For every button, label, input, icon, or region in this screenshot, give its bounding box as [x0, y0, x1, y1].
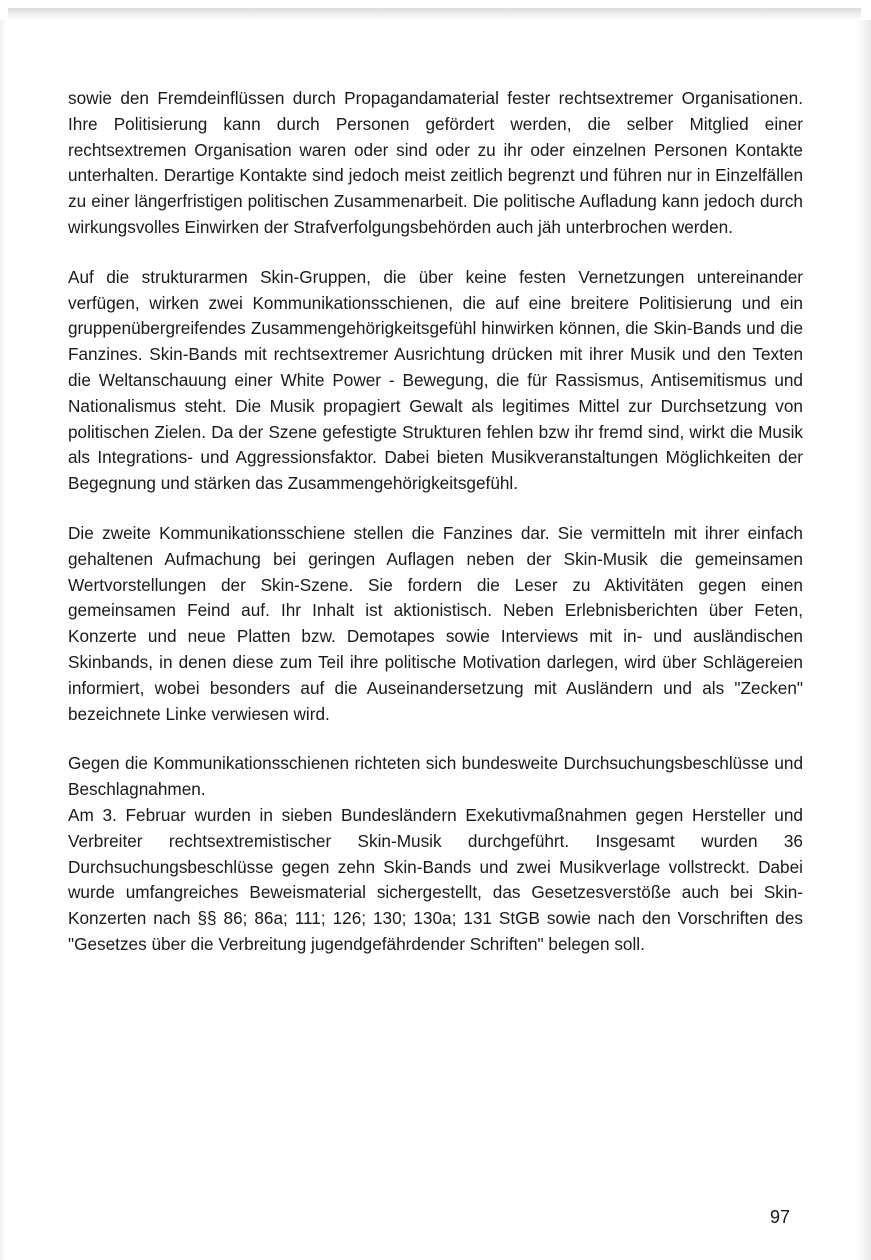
- scan-shadow-top: [8, 8, 861, 20]
- scan-shadow-left: [0, 20, 6, 1260]
- paragraph-search-warrants: Gegen die Kommunikationsschienen richteten sich bundesweite Durchsuchungsbeschlüsse und Beschlagnahmen.: [68, 753, 803, 800]
- page-number: 97: [770, 1207, 791, 1227]
- scan-shadow-right: [857, 20, 871, 1260]
- paragraph-fanzines: Die zweite Kommunikationsschiene stellen die Fanzines dar. Sie vermitteln mit ihrer einfach gehaltenen Aufmachung bei geringen Auflagen neben der Skin-Musik die gemeinsamen Wertvorstellungen der Skin-Szene. Sie fordern die Leser zu Aktivitäten gegen einen gemeinsamen Feind auf. Ihr Inhalt ist aktionistisch. Neben Erlebnisberichten über Feten, Konzerte und neue Platten bzw. Demotapes sowie Interviews mit in- und ausländischen Skinbands, in denen diese zum Teil ihre politische Motivation darlegen, wird über Schlägereien informiert, wobei besonders auf die Auseinandersetzung mit Ausländern und als "Zecken" bezeichnete Linke verwiesen wird.: [68, 522, 803, 724]
- paragraph-february-raids: Am 3. Februar wurden in sieben Bundesländern Exekutivmaßnahmen gegen Hersteller und Verbreiter rechtsextremistischer Skin-Musik durchgeführt. Insgesamt wurden 36 Durchsuchungsbeschlüsse gegen zehn Skin-Bands und zwei Musikverlage vollstreckt. Dabei wurde umfangreiches Beweismaterial sichergestellt, das Gesetzesverstöße auch bei Skin-Konzerten nach §§ 86; 86a; 111; 126; 130; 130a; 131 StGB sowie nach den Vorschriften des "Gesetzes über die Verbreitung jugendgefährdender Schriften" belegen soll.: [68, 804, 803, 954]
- paragraph-propaganda-influence: sowie den Fremdeinflüssen durch Propagandamaterial fester rechtsextremer Organisationen. Ihre Politisierung kann durch Personen gefördert werden, die selber Mitglied einer rechtsextremen Organisation waren oder sind oder zu ihr oder einzelnen Personen Kontakte unterhalten. Derartige Kontakte sind jedoch meist zeitlich begrenzt und führen nur in Einzelfällen zu einer längerfristigen politischen Zusammenarbeit. Die politische Aufladung kann jedoch durch wirkungsvolles Einwirken der Strafverfolgungsbehörden auch jäh unterbrochen werden.: [68, 88, 803, 237]
- page-body: [68, 86, 803, 958]
- paragraph-skin-bands: Auf die strukturarmen Skin-Gruppen, die über keine festen Vernetzungen untereinander verfügen, wirken zwei Kommunikationsschienen, die auf eine breitere Politisierung und ein gruppenübergreifendes Zusammengehörigkeitsgefühl hinwirken können, die Skin-Bands und die Fanzines. Skin-Bands mit rechtsextremer Ausrichtung drücken mit ihrer Musik und den Texten die Weltanschauung einer White Power - Bewegung, die für Rassismus, Antisemitismus und Nationalismus steht. Die Musik propagiert Gewalt als legitimes Mittel zur Durchsetzung von politischen Zielen. Da der Szene gefestigte Strukturen fehlen bzw ihr fremd sind, wirkt die Musik als Integrations- und Aggressionsfaktor. Dabei bieten Musikveranstaltungen Möglichkeiten der Begegnung und stärken das Zusammengehörigkeitsgefühl.: [68, 266, 803, 494]
